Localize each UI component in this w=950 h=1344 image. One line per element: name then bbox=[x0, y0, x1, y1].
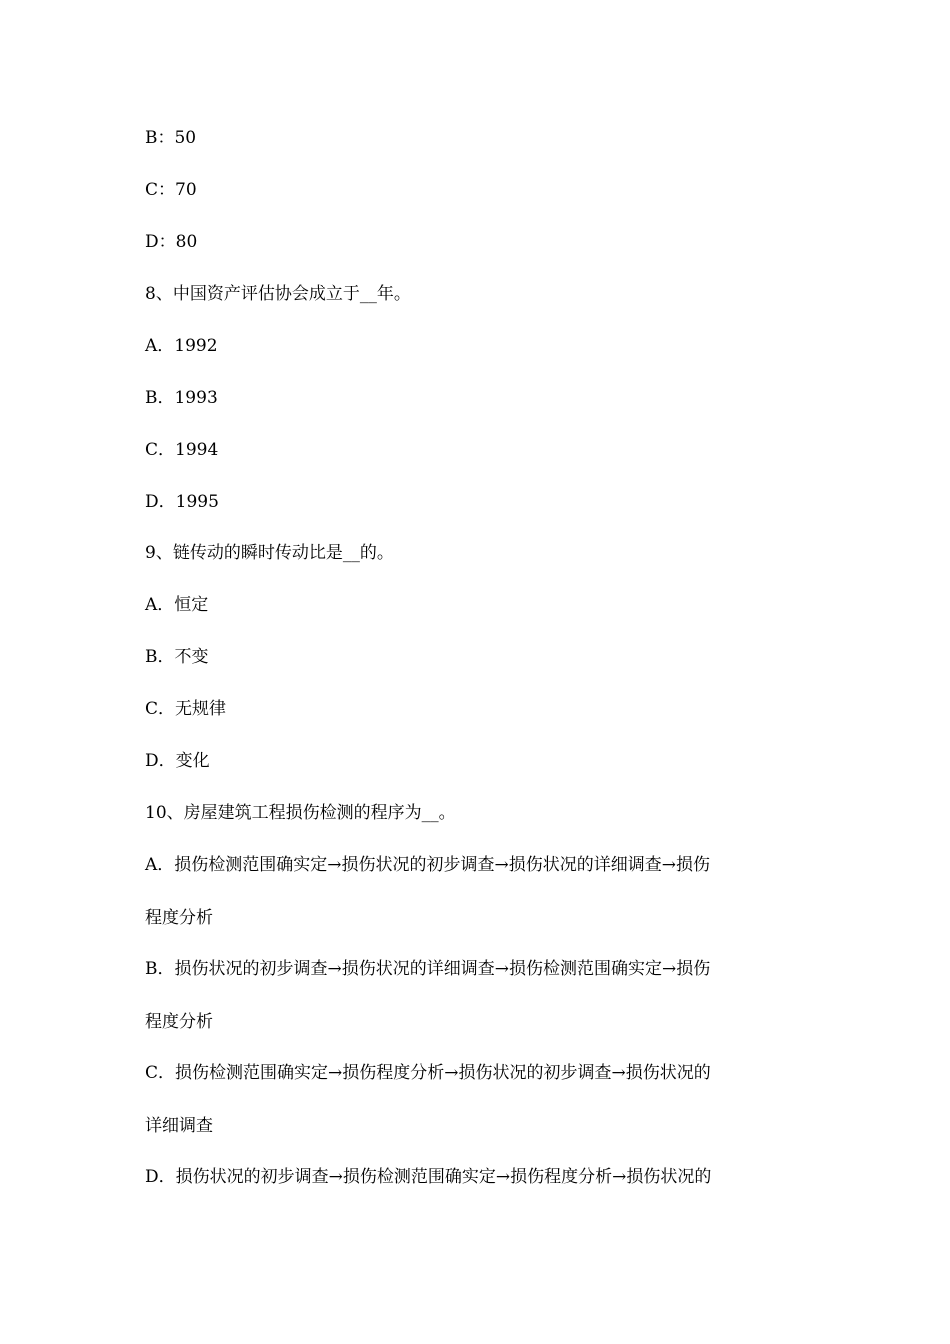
option-8c: C．1994 bbox=[145, 440, 219, 460]
option-10c-line-2: 详细调查 bbox=[145, 1116, 213, 1136]
option-10c-line-1: C．损伤检测范围确实定→损伤程度分析→损伤状况的初步调查→损伤状况的 bbox=[145, 1063, 711, 1083]
option-10b-line-2: 程度分析 bbox=[145, 1012, 213, 1032]
option-8b: B．1993 bbox=[145, 388, 218, 408]
option-9c: C．无规律 bbox=[145, 699, 227, 719]
option-10d-line-1: D．损伤状况的初步调查→损伤检测范围确实定→损伤程度分析→损伤状况的 bbox=[145, 1167, 712, 1187]
option-7d: D：80 bbox=[145, 232, 198, 252]
option-7c: C：70 bbox=[145, 180, 197, 200]
option-9b: B．不变 bbox=[145, 647, 209, 667]
option-9a: A．恒定 bbox=[145, 595, 209, 615]
option-9d: D．变化 bbox=[145, 751, 210, 771]
option-8d: D．1995 bbox=[145, 492, 219, 512]
option-10b-line-1: B．损伤状况的初步调查→损伤状况的详细调查→损伤检测范围确实定→损伤 bbox=[145, 959, 711, 979]
question-10: 10、房屋建筑工程损伤检测的程序为__。 bbox=[145, 803, 456, 823]
option-7b: B：50 bbox=[145, 128, 197, 148]
question-8: 8、中国资产评估协会成立于__年。 bbox=[145, 284, 411, 304]
option-8a: A．1992 bbox=[145, 336, 218, 356]
question-9: 9、链传动的瞬时传动比是__的。 bbox=[145, 543, 394, 563]
option-10a-line-1: A．损伤检测范围确实定→损伤状况的初步调查→损伤状况的详细调查→损伤 bbox=[145, 855, 711, 875]
option-10a-line-2: 程度分析 bbox=[145, 908, 213, 928]
